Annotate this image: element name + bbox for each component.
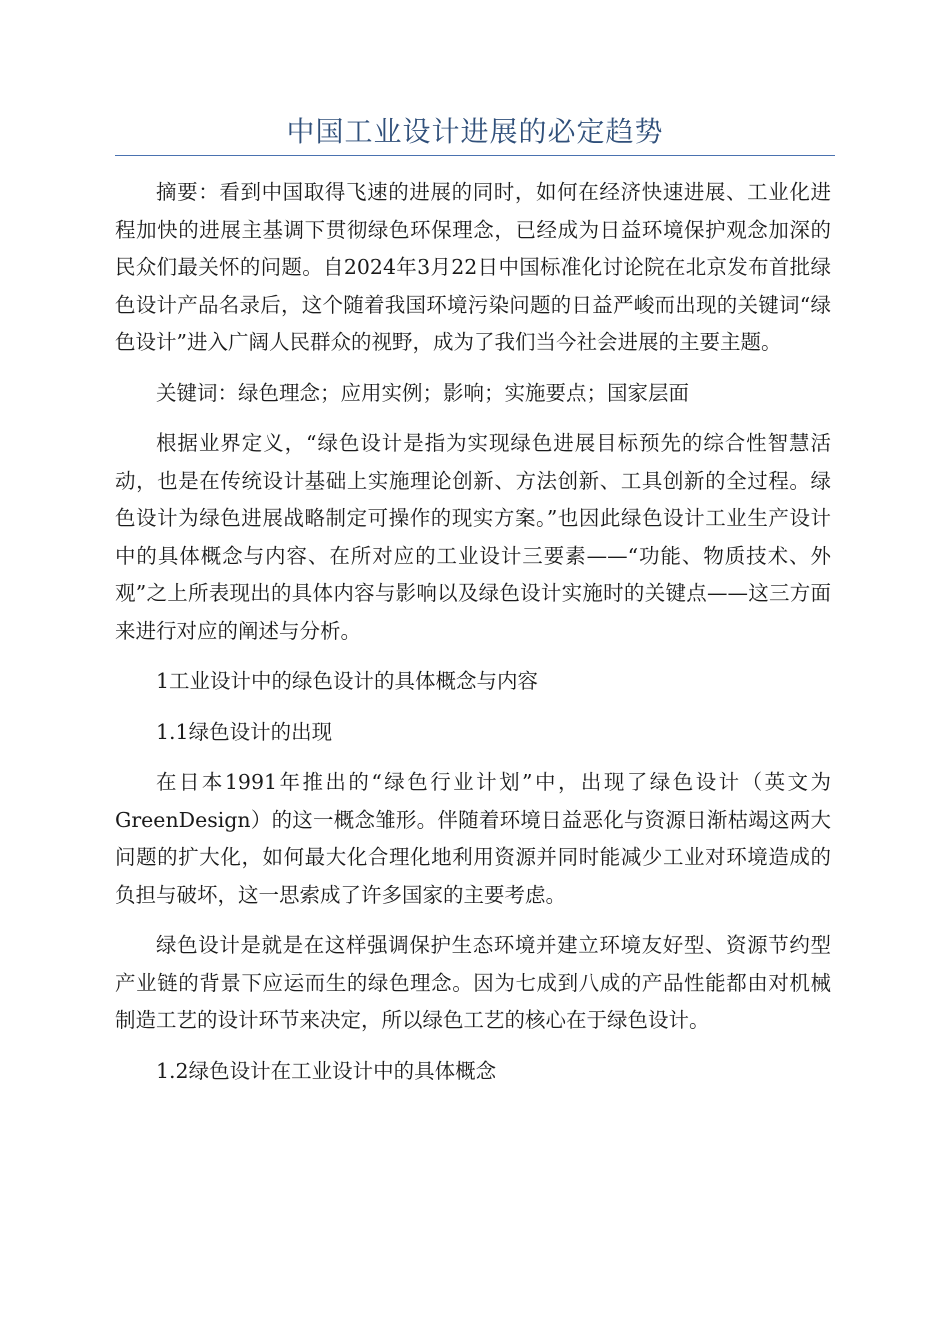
title-underline <box>115 155 835 156</box>
section-heading-1: 1工业设计中的绿色设计的具体概念与内容 <box>156 669 539 693</box>
document-title: 中国工业设计进展的必定趋势 <box>286 115 664 148</box>
keywords-paragraph: 关键词：绿色理念；应用实例；影响；实施要点；国家层面 <box>156 380 689 405</box>
section-heading-1-1: 1.1绿色设计的出现 <box>156 719 333 744</box>
abstract-paragraph: 摘要：看到中国取得飞速的进展的同时，如何在经济快速进展、工业化进程加快的进展主基调下贯彻绿色环保理念，已经成为日益环境保护观念加深的民众们最关怀的问题。自2024年3月22日中国标准化讨论院在北京发布首批绿色设计产品名录后，这个随着我国环境污染问题的日益严峻而出现的关键词“绿色设计”进入广阔人民群众的视野，成为了我们当今社会进展的主要主题。 <box>115 180 831 354</box>
document-body <box>115 174 831 1103</box>
section-heading-1-2: 1.2绿色设计在工业设计中的具体概念 <box>156 1058 497 1083</box>
concept-paragraph: 绿色设计是就是在这样强调保护生态环境并建立环境友好型、资源节约型产业链的背景下应运而生的绿色理念。因为七成到八成的产品性能都由对机械制造工艺的设计环节来决定，所以绿色工艺的核心在于绿色设计。 <box>115 933 831 1032</box>
origin-paragraph: 在日本1991年推出的“绿色行业计划”中，出现了绿色设计（英文为GreenDesign）的这一概念雏形。伴随着环境日益恶化与资源日渐枯竭这两大问题的扩大化，如何最大化合理化地利用资源并同时能减少工业对环境造成的负担与破坏，这一思索成了许多国家的主要考虑。 <box>115 770 831 907</box>
definition-paragraph: 根据业界定义，“绿色设计是指为实现绿色进展目标预先的综合性智慧活动，也是在传统设计基础上实施理论创新、方法创新、工具创新的全过程。绿色设计为绿色进展战略制定可操作的现实方案。”也因此绿色设计工业生产设计中的具体概念与内容、在所对应的工业设计三要素——“功能、物质技术、外观”之上所表现出的具体内容与影响以及绿色设计实施时的关键点——这三方面来进行对应的阐述与分析。 <box>115 431 831 643</box>
